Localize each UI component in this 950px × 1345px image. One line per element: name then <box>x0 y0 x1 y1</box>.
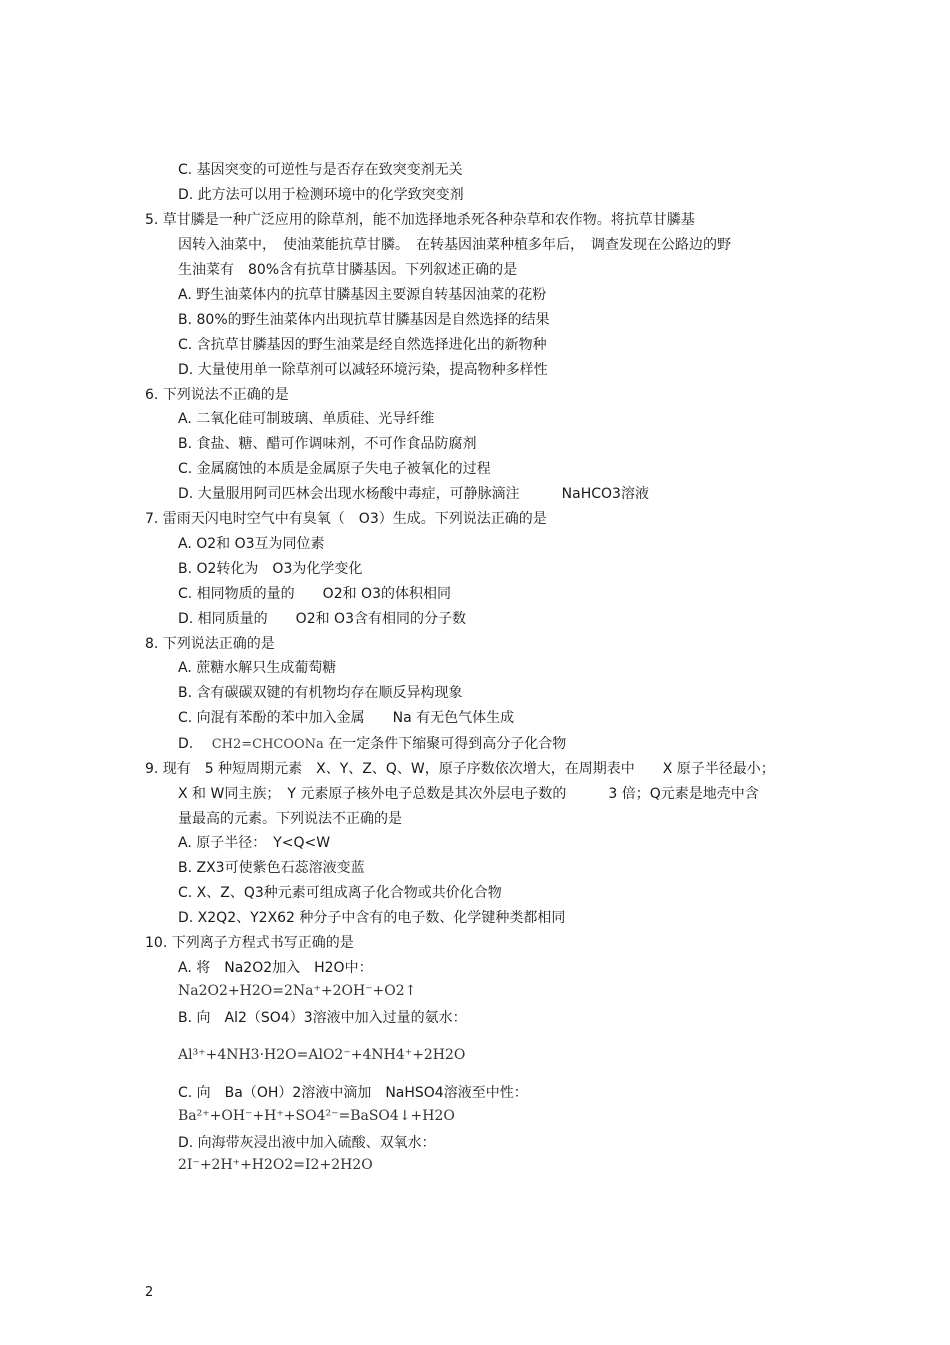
q10-equation-c: Ba²⁺+OH⁻+H⁺+SO4²⁻=BaSO4↓+H2O <box>178 1108 455 1124</box>
q5-option-a: A. 野生油菜体内的抗草甘膦基因主要源自转基因油菜的花粉 <box>178 287 547 303</box>
q9-option-c: C. X、Z、Q3种元素可组成离子化合物或共价化合物 <box>178 885 502 901</box>
question-5-stem: 5. 草甘膦是一种广泛应用的除草剂，能不加选择地杀死各种杂草和农作物。将抗草甘膦基 <box>145 212 695 228</box>
question-5-stem-cont: 因转入油菜中， 使油菜能抗草甘膦。 在转基因油菜种植多年后， 调查发现在公路边的野 <box>178 237 731 253</box>
q6-option-c: C. 金属腐蚀的本质是金属原子失电子被氧化的过程 <box>178 461 491 477</box>
q7-option-a: A. O2和 O3互为同位素 <box>178 536 325 552</box>
q6-option-a: A. 二氧化硅可制玻璃、单质硅、光导纤维 <box>178 411 435 427</box>
option-d-line: D. 此方法可以用于检测环境中的化学致突变剂 <box>178 187 464 203</box>
question-7-stem: 7. 雷雨天闪电时空气中有臭氧（ O3）生成。下列说法正确的是 <box>145 511 547 527</box>
question-9-stem-cont: X 和 W同主族； Y 元素原子核外电子总数是其次外层电子数的 3 倍；Q元素是地壳中含 <box>178 786 759 802</box>
page-number: 2 <box>145 1285 154 1300</box>
q9-option-d: D. X2Q2、Y2X62 种分子中含有的电子数、化学键种类都相同 <box>178 910 566 926</box>
q9-option-b: B. ZX3可使紫色石蕊溶液变蓝 <box>178 860 365 876</box>
q10-option-a: A. 将 Na2O2加入 H2O中： <box>178 960 373 976</box>
q8-option-a: A. 蔗糖水解只生成葡萄糖 <box>178 660 337 676</box>
question-9-stem-cont2: 量最高的元素。下列说法不正确的是 <box>178 811 402 827</box>
q10-equation-a: Na2O2+H2O=2Na⁺+2OH⁻+O2↑ <box>178 983 417 999</box>
q8-option-c: C. 向混有苯酚的苯中加入金属 Na 有无色气体生成 <box>178 710 515 726</box>
q10-equation-b: Al³⁺+4NH3·H2O=AlO2⁻+4NH4⁺+2H2O <box>178 1047 466 1063</box>
question-8-stem: 8. 下列说法正确的是 <box>145 636 275 652</box>
q10-option-d: D. 向海带灰浸出液中加入硫酸、双氧水： <box>178 1135 436 1151</box>
q10-option-b: B. 向 Al2（SO4）3溶液中加入过量的氨水： <box>178 1010 467 1026</box>
q8-option-d-letter: D. <box>178 736 194 752</box>
q6-option-b: B. 食盐、糖、醋可作调味剂，不可作食品防腐剂 <box>178 436 477 452</box>
q5-option-b: B. 80%的野生油菜体内出现抗草甘膦基因是自然选择的结果 <box>178 312 550 328</box>
question-5-stem-cont2: 生油菜有 80%含有抗草甘膦基因。下列叙述正确的是 <box>178 262 518 278</box>
q5-option-c: C. 含抗草甘膦基因的野生油菜是经自然选择进化出的新物种 <box>178 337 547 353</box>
q10-equation-d: 2I⁻+2H⁺+H2O2=I2+2H2O <box>178 1157 373 1173</box>
q7-option-c: C. 相同物质的量的 O2和 O3的体积相同 <box>178 586 451 602</box>
option-c-line: C. 基因突变的可逆性与是否存在致突变剂无关 <box>178 162 463 178</box>
q8-option-d <box>178 734 566 755</box>
question-6-stem: 6. 下列说法不正确的是 <box>145 387 289 403</box>
q7-option-b: B. O2转化为 O3为化学变化 <box>178 561 363 577</box>
q7-option-d: D. 相同质量的 O2和 O3含有相同的分子数 <box>178 611 466 627</box>
q10-option-c: C. 向 Ba（OH）2溶液中滴加 NaHSO4溶液至中性： <box>178 1085 528 1101</box>
q8-option-d-text: 在一定条件下缩聚可得到高分子化合物 <box>328 736 567 752</box>
q9-option-a: A. 原子半径： Y<Q<W <box>178 835 331 851</box>
q6-option-d: D. 大量服用阿司匹林会出现水杨酸中毒症，可静脉滴注 NaHCO3溶液 <box>178 486 649 502</box>
question-9-stem: 9. 现有 5 种短周期元素 X、Y、Z、Q、W，原子序数依次增大，在周期表中 X 原子半径最小； <box>145 761 775 777</box>
q8-option-d-formula: CH2=CHCOONa <box>211 737 324 752</box>
q8-option-b: B. 含有碳碳双键的有机物均存在顺反异构现象 <box>178 685 463 701</box>
q5-option-d: D. 大量使用单一除草剂可以减轻环境污染，提高物种多样性 <box>178 362 548 378</box>
question-10-stem: 10. 下列离子方程式书写正确的是 <box>145 935 354 951</box>
